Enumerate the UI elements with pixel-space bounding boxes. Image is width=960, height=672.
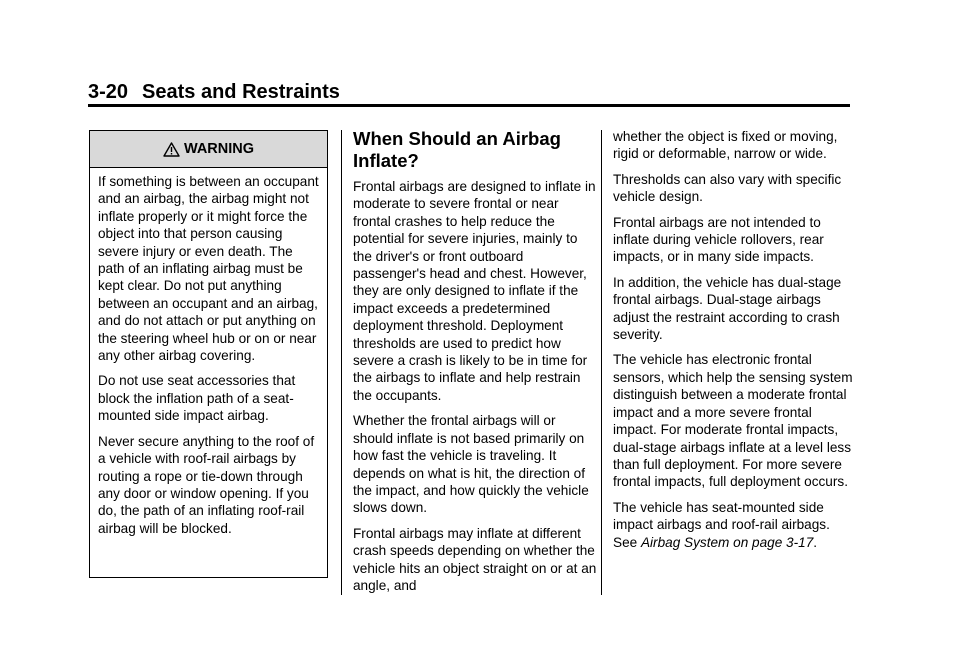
chapter-title: Seats and Restraints <box>142 81 340 103</box>
body-paragraph: Thresholds can also vary with specific vehicle design. <box>613 171 842 205</box>
body-paragraph: Whether the frontal airbags will or should inflate is not based primarily on how fast the vehicle is traveling. It depends on what is hit, the direction of the impact, and how quickly the vehicle slows down. <box>353 413 589 516</box>
body-paragraph-reference: The vehicle has seat-mounted side impact airbags and roof-rail airbags. See Airbag System on page 3-17. <box>613 499 830 550</box>
warning-box <box>89 130 328 578</box>
warning-triangle-icon <box>163 142 180 157</box>
warning-paragraph: Never secure anything to the roof of a vehicle with roof-rail airbags by routing a rope or tie-down through any door or window opening. If you do, the path of an inflating roof-rail airbag will be blocked. <box>98 433 315 536</box>
warning-label: WARNING <box>183 141 255 157</box>
column-divider <box>601 130 602 595</box>
column-middle <box>353 128 597 602</box>
body-paragraph: whether the object is fixed or moving, rigid or deformable, narrow or wide. <box>613 129 838 162</box>
warning-header <box>90 131 327 168</box>
section-title: When Should an Airbag Inflate? <box>353 128 561 171</box>
cross-reference: Airbag System on page 3-17 <box>640 534 814 550</box>
warning-body <box>90 173 327 537</box>
warning-paragraph: Do not use seat accessories that block the inflation path of a seat-mounted side impact airbag. <box>98 373 296 424</box>
body-paragraph: Frontal airbags are not intended to inflate during vehicle rollovers, rear impacts, or in many side impacts. <box>613 214 824 265</box>
header-rule <box>88 104 850 107</box>
column-right <box>613 128 857 559</box>
body-paragraph: Frontal airbags are designed to inflate in moderate to severe frontal or near frontal crashes to help reduce the potential for severe injuries, mainly to the driver's or front outboard passenger's head and chest. However, they are only designed to inflate if the impact exceeds a predetermined deployment threshold. Deployment thresholds are used to predict how severe a crash is likely to be in time for the airbags to inflate and help restrain the occupants. <box>353 179 596 403</box>
column-divider <box>341 130 342 595</box>
body-paragraph: Frontal airbags may inflate at different crash speeds depending on whether the vehicle hits an object straight on or at an angle, and <box>353 525 597 593</box>
body-paragraph: In addition, the vehicle has dual-stage frontal airbags. Dual-stage airbags adjust the restraint according to crash severity. <box>613 274 842 343</box>
warning-paragraph: If something is between an occupant and an airbag, the airbag might not inflate properly or it might force the object into that person causing severe injury or even death. The path of an inflating airbag must be kept clear. Do not put anything between an occupant and an airbag, and do not attach or put anything on the steering wheel hub or on or near any other airbag covering. <box>98 174 319 364</box>
page-header <box>88 80 340 104</box>
body-paragraph: The vehicle has electronic frontal sensors, which help the sensing system distinguish between a moderate frontal impact and a more severe frontal impact. For moderate frontal impacts, dual-stage airbags inflate at a level less than full deployment. For more severe frontal impacts, full deployment occurs. <box>613 352 853 490</box>
page-number: 3-20 <box>88 81 129 103</box>
